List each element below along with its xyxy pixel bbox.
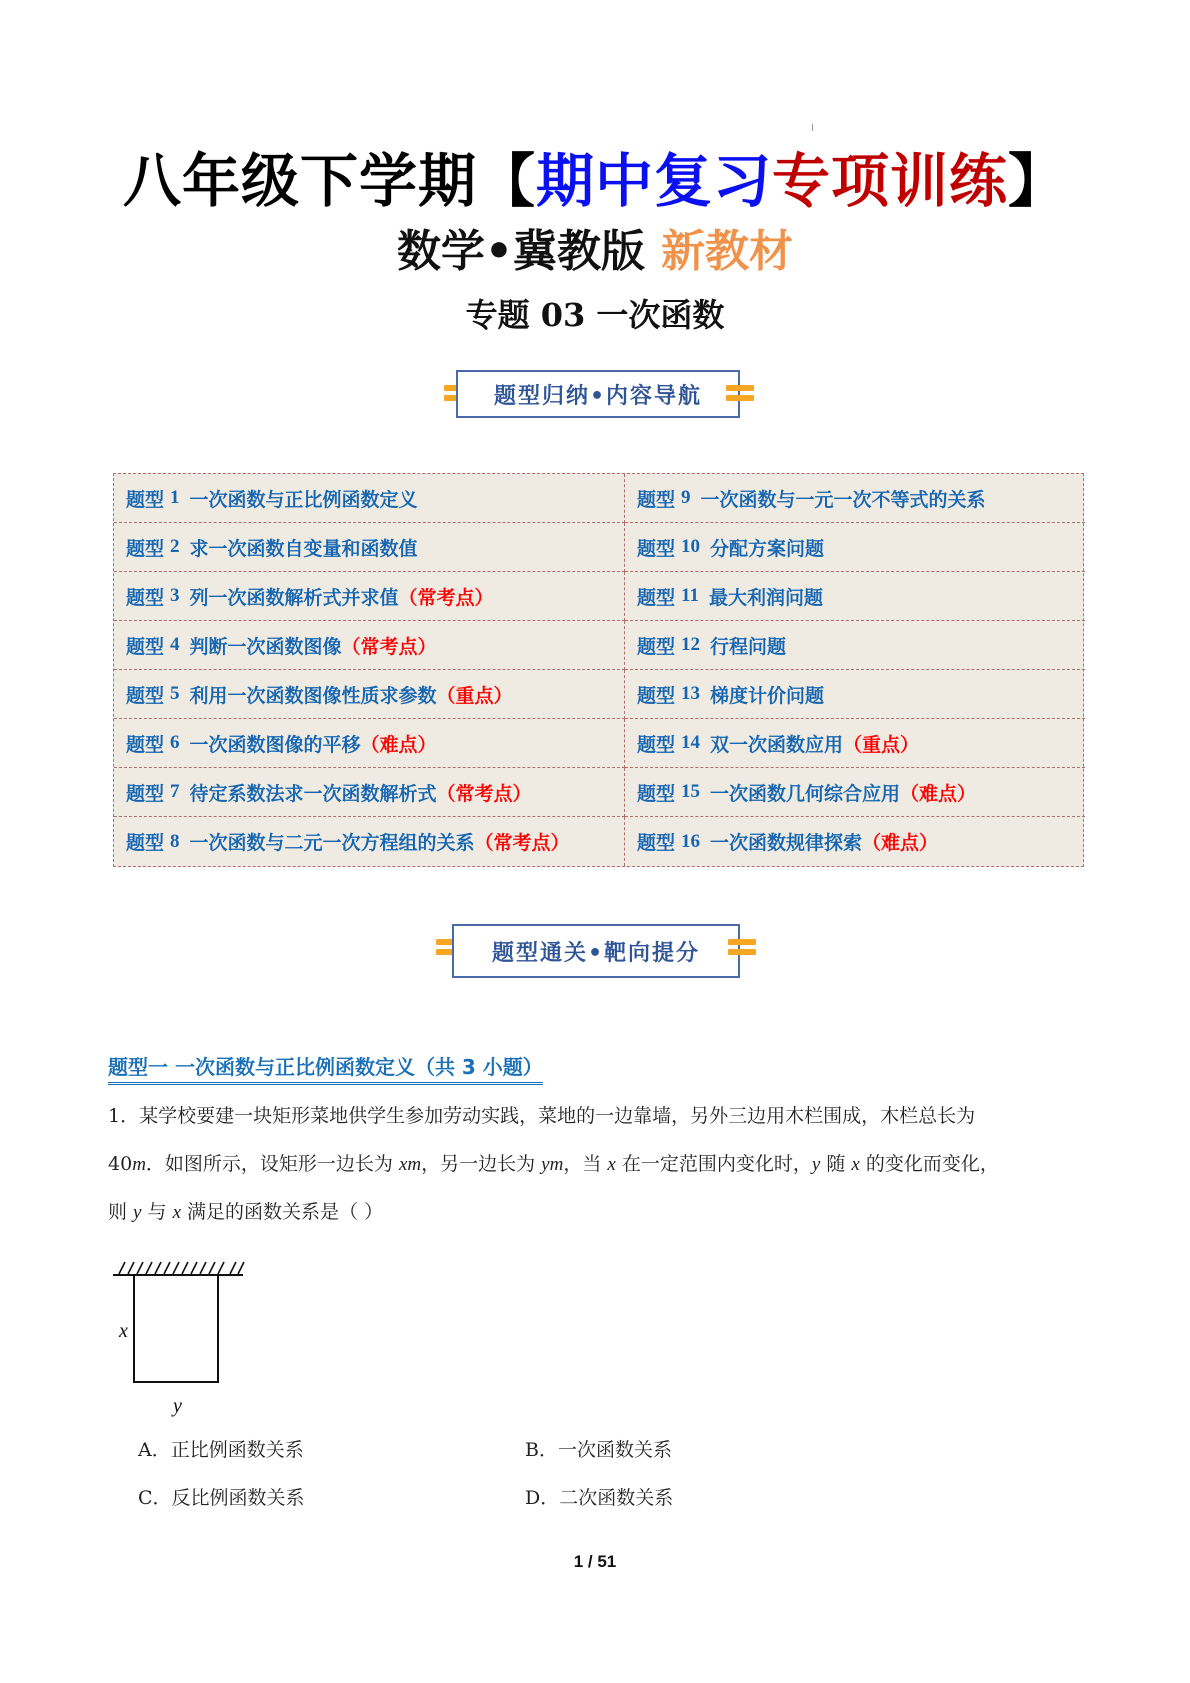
- nav-item-5[interactable]: 题型 5 利用一次函数图像性质求参数 （重点）: [114, 670, 625, 719]
- frequent-tag: （常考点）: [474, 832, 570, 854]
- nav-item-2[interactable]: 题型 2 求一次函数自变量和函数值: [114, 523, 625, 572]
- hard-tag: （难点）: [360, 733, 437, 756]
- title-bracket-close: 】: [1008, 147, 1068, 215]
- label-x: x: [119, 1320, 128, 1342]
- nav-item-15[interactable]: 题型 15 一次函数几何综合应用 （难点）: [625, 768, 1085, 817]
- nav-item-11[interactable]: 题型 11 最大利润问题: [625, 572, 1085, 621]
- subtitle: [0, 224, 1190, 280]
- subtitle-edition: 数学•冀教版: [396, 226, 646, 277]
- title-training: 专项训练: [772, 147, 1009, 215]
- subtitle-new-textbook: 新教材: [661, 226, 794, 277]
- option-d[interactable]: D．二次函数关系: [525, 1487, 674, 1509]
- nav-item-14[interactable]: 题型 14 双一次函数应用 （重点）: [625, 719, 1085, 768]
- label-y: y: [173, 1395, 182, 1417]
- nav-item-1[interactable]: 题型 1 一次函数与正比例函数定义: [114, 474, 625, 523]
- title-review: 期中复习: [535, 147, 772, 215]
- main-title: [0, 146, 1190, 216]
- question-line-2: 40m．如图所示，设矩形一边长为 xm，另一边长为 ym，当 x 在一定范围内变化时，y 随 x 的变化而变化，: [108, 1153, 999, 1175]
- banner-deco-right-icon: [726, 385, 754, 405]
- topic-title: 专题 03 一次函数: [465, 296, 725, 334]
- question-line-1: 1．某学校要建一块矩形菜地供学生参加劳动实践，菜地的一边靠墙，另外三边用木栏围成，木栏总长为: [108, 1105, 976, 1127]
- key-tag: （重点）: [843, 733, 920, 756]
- nav-item-16[interactable]: 题型 16 一次函数规律探索 （难点）: [625, 817, 1085, 866]
- wall-rectangle-diagram: [113, 1250, 373, 1420]
- nav-banner-box: [456, 370, 740, 418]
- option-b[interactable]: B．一次函数关系: [525, 1439, 672, 1461]
- banner-deco-right-icon: [728, 939, 756, 959]
- nav-item-3[interactable]: 题型 3 列一次函数解析式并求值 （常考点）: [114, 572, 625, 621]
- garden-figure: [113, 1250, 373, 1417]
- practice-banner-label: 题型通关•靶向提分: [491, 940, 701, 966]
- hard-tag: （难点）: [900, 782, 977, 805]
- nav-item-10[interactable]: 题型 10 分配方案问题: [625, 523, 1085, 572]
- nav-banner-label: 题型归纳•内容导航: [493, 383, 703, 409]
- nav-item-7[interactable]: 题型 7 待定系数法求一次函数解析式 （常考点）: [114, 768, 625, 817]
- option-a[interactable]: A．正比例函数关系: [138, 1439, 304, 1461]
- practice-banner-box: [452, 924, 740, 978]
- frequent-tag: （常考点）: [436, 782, 532, 805]
- hard-tag: （难点）: [862, 832, 939, 854]
- nav-item-8[interactable]: 题型 8 一次函数与二元一次方程组的关系 （常考点）: [114, 817, 625, 866]
- nav-item-13[interactable]: 题型 13 梯度计价问题: [625, 670, 1085, 719]
- title-grade: 八年级下学期【: [122, 147, 536, 215]
- section-heading[interactable]: 题型一 一次函数与正比例函数定义（共 3 小题）: [108, 1053, 543, 1085]
- topic-nav-table: [113, 473, 1084, 867]
- option-c[interactable]: C．反比例函数关系: [138, 1487, 305, 1509]
- frequent-tag: （常考点）: [398, 586, 494, 609]
- nav-item-12[interactable]: 题型 12 行程问题: [625, 621, 1085, 670]
- nav-item-4[interactable]: 题型 4 判断一次函数图像 （常考点）: [114, 621, 625, 670]
- key-tag: （重点）: [436, 684, 513, 707]
- question-line-3: 则 y 与 x 满足的函数关系是（ ）: [108, 1201, 384, 1223]
- nav-item-9[interactable]: 题型 9 一次函数与一元一次不等式的关系: [625, 474, 1085, 523]
- practice-banner: [440, 922, 750, 978]
- nav-banner: [448, 370, 748, 422]
- stray-mark: [812, 124, 813, 131]
- nav-item-6[interactable]: 题型 6 一次函数图像的平移 （难点）: [114, 719, 625, 768]
- page-number: 1 / 51: [573, 1552, 617, 1571]
- frequent-tag: （常考点）: [341, 635, 437, 658]
